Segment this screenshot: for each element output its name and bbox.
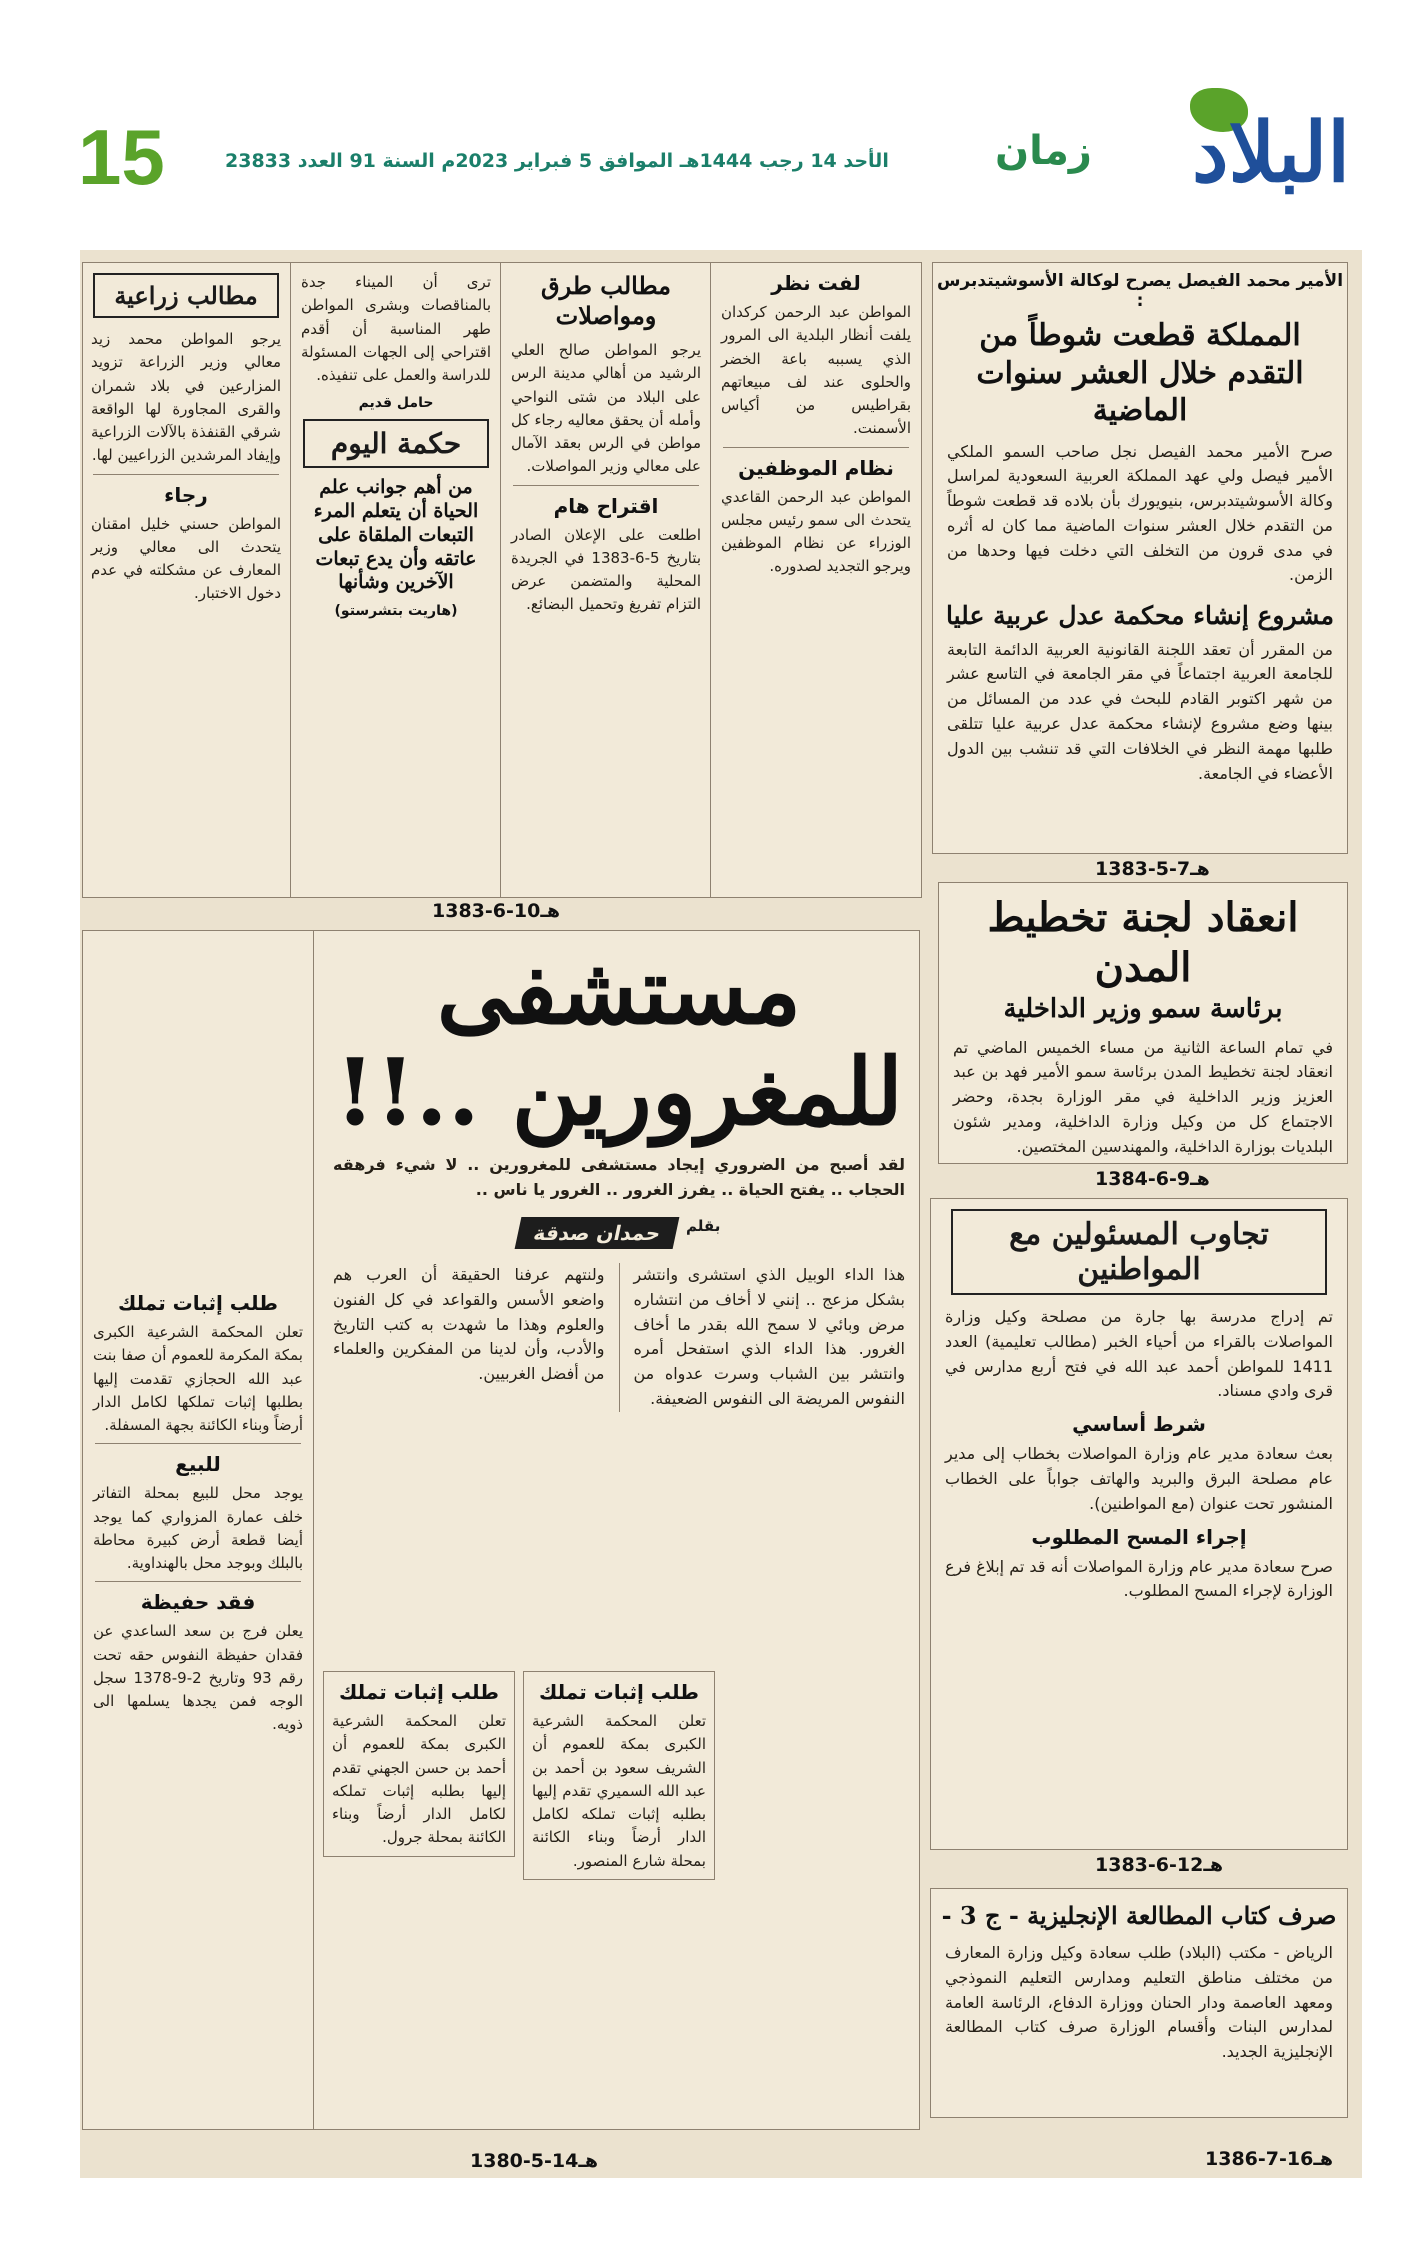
column-4 <box>82 263 291 606</box>
column-head: لفت نظر <box>771 271 861 295</box>
divider <box>723 447 909 448</box>
ad-head: طلب إثبات تملك <box>118 1291 278 1315</box>
feature-body-2: ولنتهم عرفنا الحقيقة أن العرب هم واضعو الأسس والقواعد في كل الفنون والعلوم وهذا ما شهدت به كتب التاريخ والأدب، وأن لدينا من المفكرين والعلماء من أفضل الغربيين. <box>319 1263 620 1412</box>
feature-body-columns <box>319 1263 919 1412</box>
column-3 <box>291 263 501 625</box>
byline-name: حمدان صدقة <box>514 1217 679 1249</box>
byline-label: بقلم <box>686 1216 721 1235</box>
clipping-subhead: مشروع إنشاء محكمة عدل عربية عليا <box>946 601 1334 631</box>
feature-left-column <box>83 931 314 2129</box>
divider <box>513 485 699 486</box>
section-title: زمان <box>995 128 1092 174</box>
ad-head: طلب إثبات تملك <box>539 1680 699 1704</box>
column-body: ترى أن الميناء جدة بالمناقصات وبشرى المواطن طهر المناسبة أن أقدم اقتراحي إلى الجهات المسئولة للدراسة والعمل على تنفيذه. <box>301 273 491 384</box>
clipping-headline: صرف كتاب المطالعة الإنجليزية - ج 3 - <box>941 1901 1337 1930</box>
ad-head: للبيع <box>175 1452 221 1477</box>
clipping-date: 1383-6-12هـ <box>1095 1854 1223 1876</box>
feature-byline <box>319 1217 919 1249</box>
clipping-subbody: صرح سعادة مدير عام وزارة المواصلات أنه قد تم إبلاغ فرع الوزارة لإجراء المسح المطلوب. <box>945 1556 1333 1601</box>
classified-ad-2 <box>523 1671 715 1880</box>
ad-head: طلب إثبات تملك <box>339 1680 499 1704</box>
clipping-citizen-requests <box>82 262 922 898</box>
column-2 <box>501 263 711 617</box>
clipping-date: 1380-5-14هـ <box>470 2150 598 2172</box>
divider <box>95 1581 301 1582</box>
wisdom-quote: من أهم جوانب علم الحياة أن يتعلم المرء التبعات الملقاة على عاتقه وأن يدع تبعات الآخرين وشأنها <box>313 476 479 594</box>
column-subhead: رجاء <box>164 482 208 507</box>
feature-lead: لقد أصبح من الضروري إيجاد مستشفى للمغرورين .. لا شيء فرهقه الحجاب .. يفتح الحياة .. يفرز الغرور .. الغرور يا ناس .. <box>333 1155 905 1200</box>
clipping-subhead: شرط أساسي <box>1072 1412 1206 1437</box>
clipping-headline: المملكة قطعت شوطاً من التقدم خلال العشر سنوات الماضية <box>976 318 1304 428</box>
column-head: مطالب زراعية <box>93 273 279 318</box>
column-subbody: اطلعت على الإعلان الصادر بتاريخ 5-6-1383 في الجريدة المحلية والمتضمن عرض التزام تفريغ وتحميل البضائع. <box>511 525 701 614</box>
divider <box>93 474 279 475</box>
ad-body: يعلن فرج بن سعد الساعدي عن فقدان حفيظة النفوس حقه تحت رقم 93 وتاريخ 2-9-1378 سجل الوجه فمن يجدها يسلمها الى ذويه. <box>93 1622 303 1734</box>
clipping-headline: انعقاد لجنة تخطيط المدن <box>987 894 1299 991</box>
ad-body: تعلن المحكمة الشرعية الكبرى بمكة للعموم أن الشريف سعود بن أحمد بن عبد الله السميري تقدم إليها بطلبه إثبات تملكه لكامل الدار أرضاً وبناء الكائنة بمحلة شارع المنصور. <box>532 1712 706 1870</box>
divider <box>95 1443 301 1444</box>
clipping-headline: تجاوب المسئولين مع المواطنين <box>951 1209 1327 1295</box>
clipping-body: في تمام الساعة الثانية من مساء الخميس الماضي تم انعقاد لجنة تخطيط المدن برئاسة سمو الأمير فهد بن عبد العزيز وزير الداخلية في مقر الوزارة بجدة، وحضر الاجتماع كل من وكيل وزارة الداخلية، ومدير شئون البلديات بوزارة الداخلية، والمهندسين المختصين. <box>953 1037 1333 1156</box>
logo-text: البلاد <box>1192 105 1350 201</box>
column-body: يرجو المواطن محمد زيد معالي وزير الزراعة تزويد المزارعين في بلاد شمران والقرى المجاورة لها الواقعة شرقي القنفذة بالآلات الزراعية وإيفاد المرشدين الزراعيين لها. <box>91 330 281 465</box>
column-subhead: نظام الموظفين <box>738 455 894 480</box>
clipping-body: تم إدراج مدرسة بها جارة من مصلحة وكيل وزارة المواصلات بالقراء من أحياء الخبر (مطالب تعليمية) العدد 1411 للمواطن أحمد عبد الله في فتح أربع مدارس في قرى وادي مسناد. <box>945 1307 1333 1401</box>
clipping-date: 1383-6-10هـ <box>432 900 560 922</box>
column-subhead: اقتراح هام <box>553 493 659 518</box>
clipping-feature-article <box>82 930 920 2130</box>
issue-date-line: الأحد 14 رجب 1444هـ الموافق 5 فبراير 2023م السنة 91 العدد 23833 <box>225 150 889 172</box>
clipping-date: 1386-7-16هـ <box>1205 2148 1333 2170</box>
clipping-subbody: بعث سعادة مدير عام وزارة المواصلات بخطاب إلى مدير عام مصلحة البرق والبريد والهاتف جواباً على الخطاب المنشور تحت عنوان (مع المواطنين). <box>945 1444 1333 1513</box>
clipping-date: 1383-5-7هـ <box>1095 858 1210 880</box>
wisdom-box-title: حكمة اليوم <box>303 419 489 468</box>
page-number: 15 <box>78 113 165 201</box>
column-1 <box>711 263 921 579</box>
classified-ad-1 <box>323 1671 515 1857</box>
clipping-kicker: الأمير محمد الفيصل يصرح لوكالة الأسوشيتدبرس : <box>936 271 1344 311</box>
feature-body: هذا الداء الوبيل الذي استشرى وانتشر بشكل مزعج .. إنني لا أخاف من انتشاره مرض وبائي لا سمح الله بقدر ما أخاف الغرور. هذا الداء الذي استفحل أمره وانتشر بين الشباب وسرت عدواه من النفوس المريضة الى النفوس الضعيفة. <box>633 1264 905 1408</box>
feature-banner-area <box>319 937 919 1412</box>
clipping-subhead: برئاسة سمو وزير الداخلية <box>1003 994 1283 1024</box>
column-signature: حامل قديم <box>358 395 434 412</box>
column-subbody: المواطن عبد الرحمن القاعدي يتحدث الى سمو رئيس مجلس الوزراء عن نظام الموظفين ويرجو التجديد لصدوره. <box>721 487 911 576</box>
newspaper-logo <box>1128 88 1356 201</box>
clipping-city-planning <box>938 882 1348 1164</box>
column-head: مطالب طرق ومواصلات <box>540 271 672 330</box>
column-subbody: المواطن حسني خليل امقنان يتحدث الى معالي وزير المعارف عن مشكلته في عدم دخول الاختبار. <box>91 514 281 603</box>
clipping-subhead: إجراء المسح المطلوب <box>1031 1524 1247 1549</box>
clipping-officials-response <box>930 1198 1348 1850</box>
feature-banner: مستشفى للمغرورين ..!! <box>334 937 904 1147</box>
ad-body: تعلن المحكمة الشرعية الكبرى بمكة للعموم أن أحمد بن حسن الجهني تقدم إليها بطلبه إثبات تملكه لكامل الدار أرضاً وبناء الكائنة بمحلة جرول. <box>332 1712 506 1847</box>
clipping-faisal-statement <box>932 262 1348 854</box>
ad-head: فقد حفيظة <box>140 1590 256 1615</box>
clipping-subbody: من المقرر أن تعقد اللجنة القانونية العربية الدائمة التابعة للجامعة العربية اجتماعاً في مقر الجامعة في التاسع عشر من شهر اكتوبر القادم للبحث في عدد من المسائل من بينها وضع مشروع لإنشاء محكمة عدل عربية عليا تتلقى طلبها مهمة النظر في الخلافات التي قد تنشب بين الدول الأعضاء في الجامعة. <box>947 639 1333 783</box>
clipping-date: 1384-6-9هـ <box>1095 1168 1210 1190</box>
clipping-body: الرياض - مكتب (البلاد) طلب سعادة وكيل وزارة المعارف من مختلف مناطق التعليم ومدارس التعليم النموذجي ومعهد العاصمة ودار الحنان ووزارة الدفاع، الرئاسة العامة لمدارس البنات وأقسام الوزارة صرف كتاب المطالعة الإنجليزية الجديد. <box>945 1943 1333 2062</box>
column-body: يرجو المواطن صالح العلي الرشيد من أهالي مدينة الرس على البلاد من شتى النواحي وأمله أن يحقق معاليه رجاء كل مواطن في الرس بعقد الآمال على معالي وزير المواصلات. <box>511 341 701 476</box>
ad-body: تعلن المحكمة الشرعية الكبرى بمكة المكرمة للعموم أن صفا بنت عبد الله الحجازي تقدمت إليها بطلبها إثبات تملكها لكامل الدار أرضاً وبناء الكائنة بجهة المسفلة. <box>93 1323 303 1434</box>
wisdom-author: (هاريت بتشرستو) <box>334 603 458 619</box>
column-body: المواطن عبد الرحمن كركدان يلفت أنظار البلدية الى المرور الذي يسببه باعة الخضر والحلوى عند لف مبيعاتهم بقراطيس من أكياس الأسمنت. <box>721 303 911 438</box>
ad-body: يوجد محل للبيع بمحلة التفاتر خلف عمارة المزواري كما يوجد أيضا قطعة أرض كبيرة محاطة بالبلك وبوجد محل بالهنداوية. <box>93 1484 303 1572</box>
clipping-body: صرح الأمير محمد الفيصل نجل صاحب السمو الملكي الأمير فيصل ولي عهد المملكة العربية السعودية لمراسل وكالة الأسوشيتدبرس، بنيويورك بأن بلاده قد قطعت شوطاً من التقدم خلال العشر سنوات الماضية مما كان له أثره في مدى قرون من التخلف التي دخلت فيها وحدها من الزمن. <box>947 441 1333 585</box>
clipping-english-reader <box>930 1888 1348 2118</box>
